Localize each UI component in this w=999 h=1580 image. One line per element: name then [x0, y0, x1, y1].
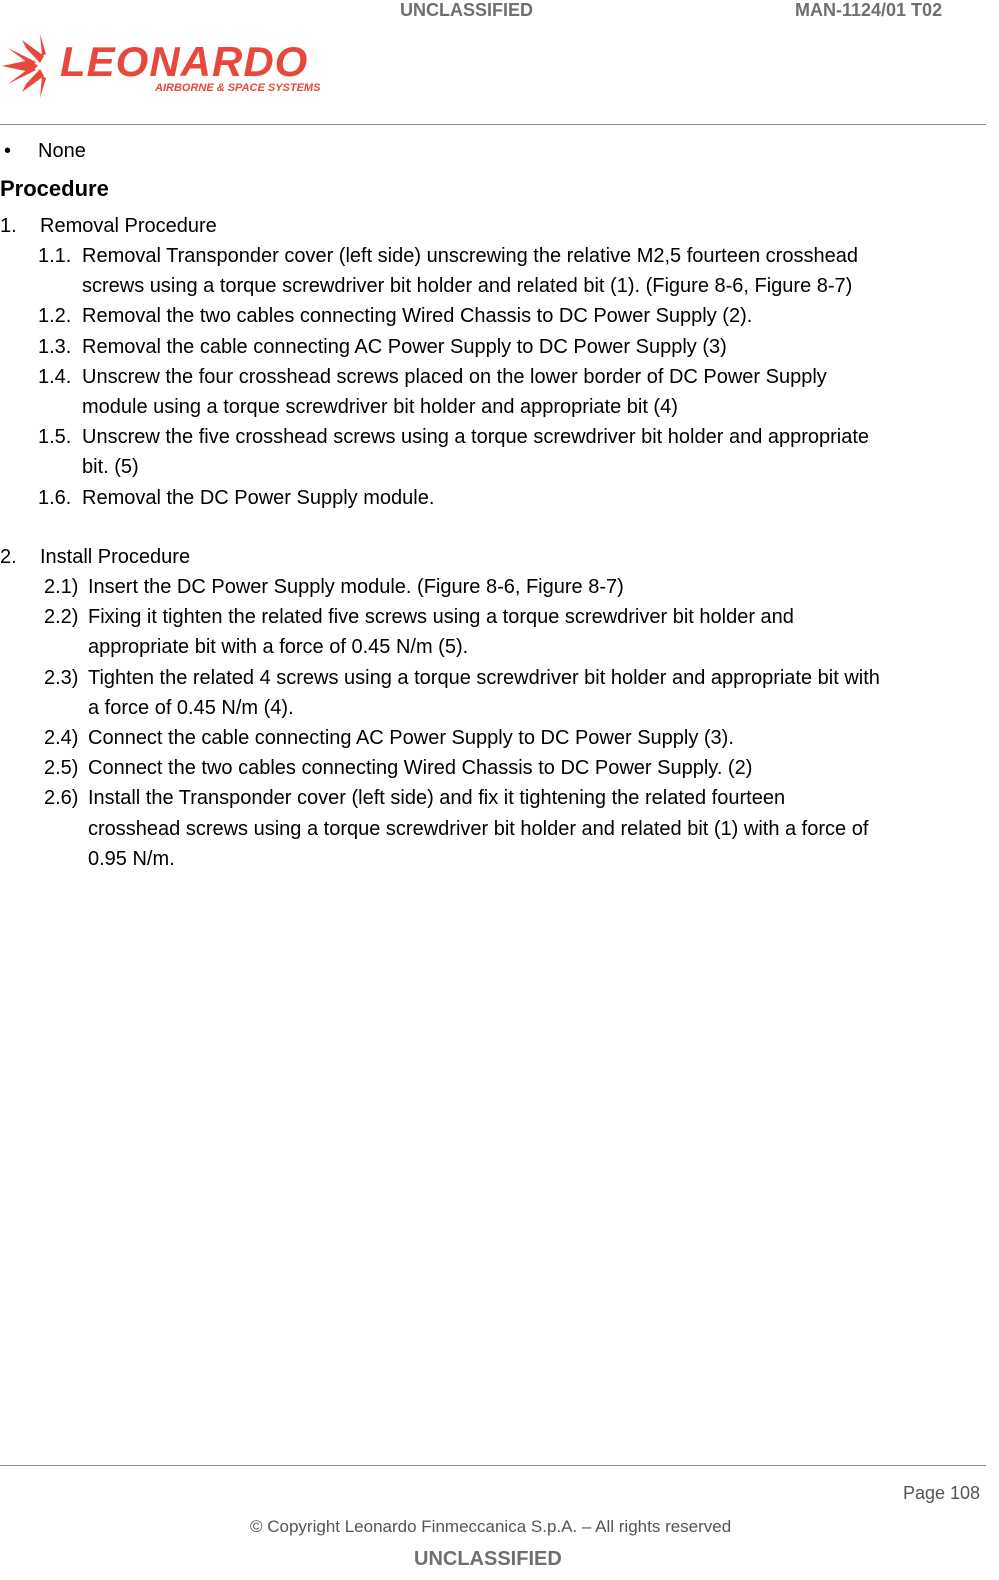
removal-step-text: Unscrew the four crosshead screws placed on the lower border of DC Power Supply — [82, 365, 827, 388]
removal-step-number: 1.1. — [38, 245, 72, 267]
removal-step-text: Removal Transponder cover (left side) unscrewing the relative M2,5 fourteen crosshead — [82, 245, 858, 267]
removal-step-number: 1.5. — [38, 426, 72, 449]
install-step-text: Tighten the related 4 screws using a torque screwdriver bit holder and appropriate bit with — [88, 666, 880, 689]
copyright: © Copyright Leonardo Finmeccanica S.p.A. – All rights reserved — [250, 1517, 732, 1536]
removal-title: Removal Procedure — [40, 215, 217, 237]
removal-step-number: 1.4. — [38, 365, 72, 388]
header-classification: UNCLASSIFIED — [400, 0, 534, 20]
bullet-symbol: • — [4, 140, 12, 162]
install-step-number: 2.3) — [44, 666, 79, 689]
logo-wordmark: LEONARDO — [60, 38, 309, 85]
install-step-number: 2.2) — [44, 606, 79, 629]
install-step-text: a force of 0.45 N/m (4). — [88, 696, 294, 719]
install-step-number: 2.4) — [44, 727, 79, 749]
bullet-item: None — [38, 140, 86, 162]
section-title: Procedure — [0, 176, 109, 201]
removal-step-text: Removal the two cables connecting Wired Chassis to DC Power Supply (2). — [82, 305, 753, 328]
removal-step-text: Removal the cable connecting AC Power Supply to DC Power Supply (3) — [82, 335, 727, 358]
removal-step-number: 1.6. — [38, 486, 72, 509]
install-title: Install Procedure — [40, 546, 191, 568]
page-number: Page 108 — [903, 1483, 981, 1503]
removal-step-text: Removal the DC Power Supply module. — [82, 486, 435, 509]
removal-step-text: bit. (5) — [82, 456, 139, 479]
install-step-text: Install the Transponder cover (left side) and fix it tightening the related fourteen — [88, 787, 786, 810]
removal-number: 1. — [0, 215, 17, 237]
header-divider — [0, 124, 986, 125]
install-step-text: Connect the two cables connecting Wired Chassis to DC Power Supply. (2) — [88, 757, 753, 780]
install-step-number: 2.5) — [44, 757, 79, 780]
install-number: 2. — [0, 546, 17, 568]
removal-step-number: 1.3. — [38, 335, 72, 358]
logo-subtext: AIRBORNE & SPACE SYSTEMS — [155, 82, 321, 94]
document-reference: MAN-1124/01 T02 — [795, 0, 943, 20]
removal-step-text: screws using a torque screwdriver bit holder and related bit (1). (Figure 8-6, Figure 8-7) — [82, 275, 853, 298]
removal-step-number: 1.2. — [38, 305, 72, 328]
install-step-number: 2.6) — [44, 787, 79, 810]
install-step-text: 0.95 N/m. — [88, 847, 175, 870]
install-step-text: Connect the cable connecting AC Power Supply to DC Power Supply (3). — [88, 727, 734, 749]
footer-divider — [0, 1465, 986, 1466]
footer-classification: UNCLASSIFIED — [414, 1548, 562, 1570]
install-step-number: 2.1) — [44, 576, 79, 598]
removal-step-text: Unscrew the five crosshead screws using a torque screwdriver bit holder and appropriate — [82, 426, 870, 449]
leonardo-logo — [0, 30, 330, 102]
removal-step-text: module using a torque screwdriver bit holder and appropriate bit (4) — [82, 396, 678, 418]
install-step-text: appropriate bit with a force of 0.45 N/m (5). — [88, 636, 469, 659]
install-step-text: Fixing it tighten the related five screws using a torque screwdriver bit holder and — [88, 606, 794, 629]
install-step-text: Insert the DC Power Supply module. (Figure 8-6, Figure 8-7) — [88, 576, 624, 598]
install-step-text: crosshead screws using a torque screwdriver bit holder and related bit (1) with a force of — [88, 817, 869, 840]
